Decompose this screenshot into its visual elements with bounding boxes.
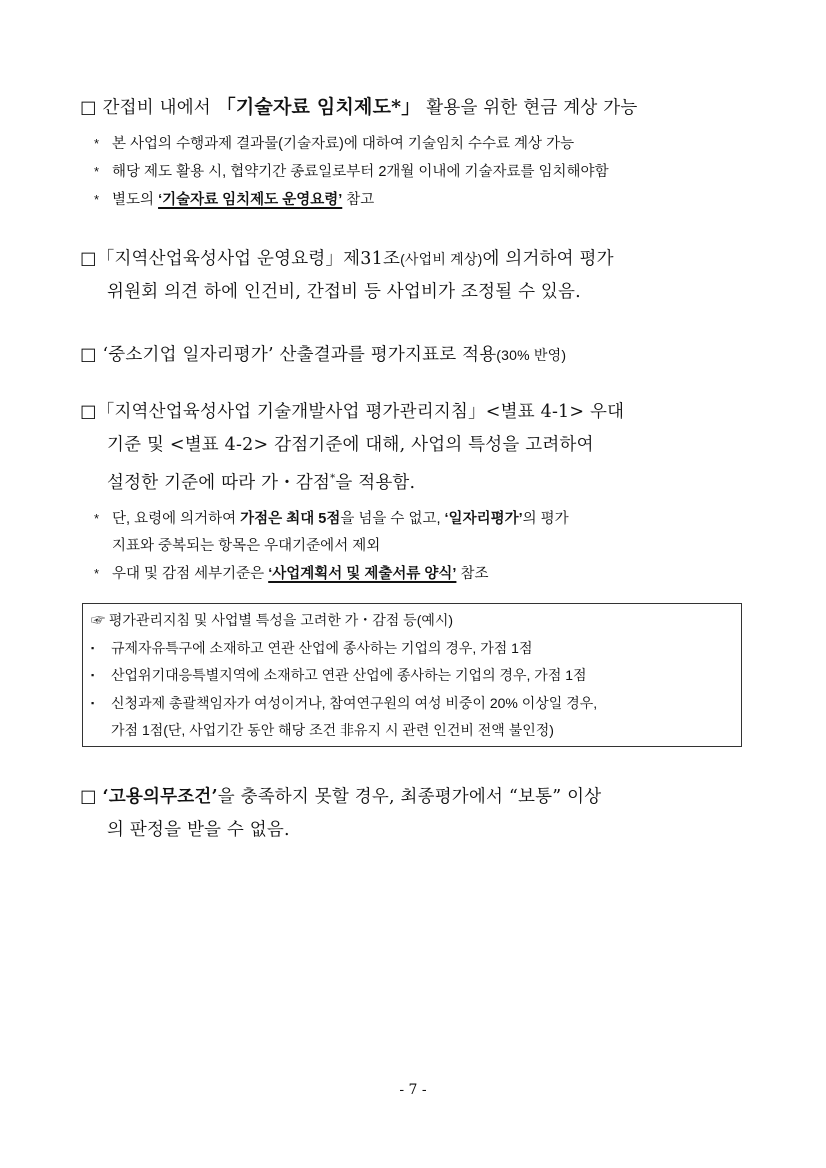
page-number: - 7 - bbox=[399, 1082, 427, 1098]
example-item-text: 산업위기대응특별지역에 소재하고 연관 산업에 종사하는 기업의 경우, 가점 1점 bbox=[111, 667, 587, 683]
note-text: 의 평가 bbox=[522, 511, 569, 527]
star-marker: * bbox=[94, 511, 100, 526]
note-text: 참조 bbox=[456, 566, 489, 582]
note-continuation: 지표와 중복되는 항목은 우대기준에서 제외 bbox=[112, 538, 381, 554]
note-text: 참고 bbox=[342, 192, 375, 208]
section-1-notes bbox=[94, 130, 754, 214]
section-4-text: 설정한 기준에 따라 가・감점 bbox=[107, 472, 331, 493]
section-2 bbox=[80, 243, 750, 309]
pointing-hand-icon: ☞ bbox=[91, 612, 105, 628]
note-text: 우대 및 감점 세부기준은 bbox=[112, 566, 269, 582]
checkbox-bullet: □ bbox=[80, 98, 97, 118]
note-bold: ‘일자리평가’ bbox=[444, 511, 523, 527]
example-item-text: 규제자유특구에 소재하고 연관 산업에 종사하는 기업의 경우, 가점 1점 bbox=[111, 639, 533, 656]
section-5-continuation: 의 판정을 받을 수 없음. bbox=[107, 820, 290, 840]
section-1-text: 간접비 내에서 bbox=[96, 98, 217, 118]
section-4-text: 을 적용함. bbox=[335, 472, 416, 493]
example-item bbox=[91, 662, 741, 690]
section-5-highlight: ‘고용의무조건’ bbox=[102, 787, 218, 807]
section-2-text: 「지역산업육성사업 운영요령」제31조 bbox=[96, 249, 401, 269]
section-4-notes bbox=[94, 505, 754, 588]
note-text: 본 사업의 수행과제 결과물(기술자료)에 대하여 기술임치 수수료 계상 가능 bbox=[112, 136, 575, 152]
note-line bbox=[94, 130, 754, 158]
note-text: 해당 제도 활용 시, 협약기간 종료일로부터 2개월 이내에 기술자료를 임치해야함 bbox=[112, 164, 609, 180]
section-4-line-1: 「지역산업육성사업 기술개발사업 평가관리지침」<별표 4-1> 우대 bbox=[96, 402, 625, 422]
note-bold: 가점은 최대 5점 bbox=[240, 511, 341, 527]
section-4-line-2: 기준 및 <별표 4-2> 감점기준에 대해, 사업의 특성을 고려하여 bbox=[107, 435, 594, 455]
section-1-highlight: 「기술자료 임치제도*」 bbox=[216, 96, 421, 118]
checkbox-bullet: □ bbox=[80, 345, 97, 365]
section-2-text-end: 에 의거하여 평가 bbox=[482, 249, 614, 269]
note-line bbox=[94, 158, 754, 186]
star-marker: * bbox=[94, 566, 100, 581]
section-5 bbox=[80, 781, 750, 847]
section-2-continuation: 위원회 의견 하에 인건비, 간접비 등 사업비가 조정될 수 있음. bbox=[107, 282, 581, 302]
checkbox-bullet: □ bbox=[80, 787, 97, 807]
example-item bbox=[91, 635, 741, 663]
example-title-text: 평가관리지침 및 사업별 특성을 고려한 가・감점 등(예시) bbox=[105, 612, 454, 628]
example-item-text: 신청과제 총괄책임자가 여성이거나, 참여연구원의 여성 비중이 20% 이상일 경우, bbox=[111, 694, 598, 711]
note-text: 단, 요령에 의거하여 bbox=[112, 511, 241, 527]
section-4 bbox=[80, 396, 750, 500]
note-reference: ‘사업계획서 및 제출서류 양식’ bbox=[268, 566, 457, 582]
star-marker: * bbox=[94, 192, 100, 207]
example-item bbox=[91, 690, 741, 718]
square-bullet-icon: ▪ bbox=[91, 697, 95, 708]
checkbox-bullet: □ bbox=[80, 249, 97, 269]
note-reference: ‘기술자료 임치제도 운영요령’ bbox=[158, 192, 343, 208]
note-line bbox=[94, 186, 754, 214]
note-line bbox=[94, 505, 754, 560]
section-3-text: ‘중소기업 일자리평가’ 산출결과를 평가지표로 적용 bbox=[96, 345, 497, 365]
note-text: 을 넘을 수 없고, bbox=[340, 511, 445, 527]
example-item-continuation: 가점 1점(단, 사업기간 동안 해당 조건 非유지 시 관련 인건비 전액 불인정) bbox=[111, 722, 554, 738]
square-bullet-icon: ▪ bbox=[91, 670, 95, 680]
section-1-text-end: 활용을 위한 현금 계상 가능 bbox=[420, 98, 638, 118]
section-5-text: 을 충족하지 못할 경우, 최종평가에서 “보통” 이상 bbox=[217, 787, 602, 807]
section-1 bbox=[80, 91, 750, 125]
section-3-small: (30% 반영) bbox=[496, 347, 567, 363]
example-box bbox=[82, 603, 742, 747]
superscript-star: * bbox=[330, 473, 336, 484]
star-marker: * bbox=[94, 136, 100, 151]
note-line bbox=[94, 560, 754, 588]
note-text: 별도의 bbox=[112, 192, 159, 208]
section-4-line-3 bbox=[80, 462, 750, 500]
section-3 bbox=[80, 339, 750, 372]
example-box-title bbox=[91, 607, 741, 635]
square-bullet-icon: ▪ bbox=[91, 642, 95, 653]
checkbox-bullet: □ bbox=[80, 402, 97, 422]
star-marker: * bbox=[94, 164, 100, 179]
section-2-small: (사업비 계상) bbox=[400, 251, 483, 267]
